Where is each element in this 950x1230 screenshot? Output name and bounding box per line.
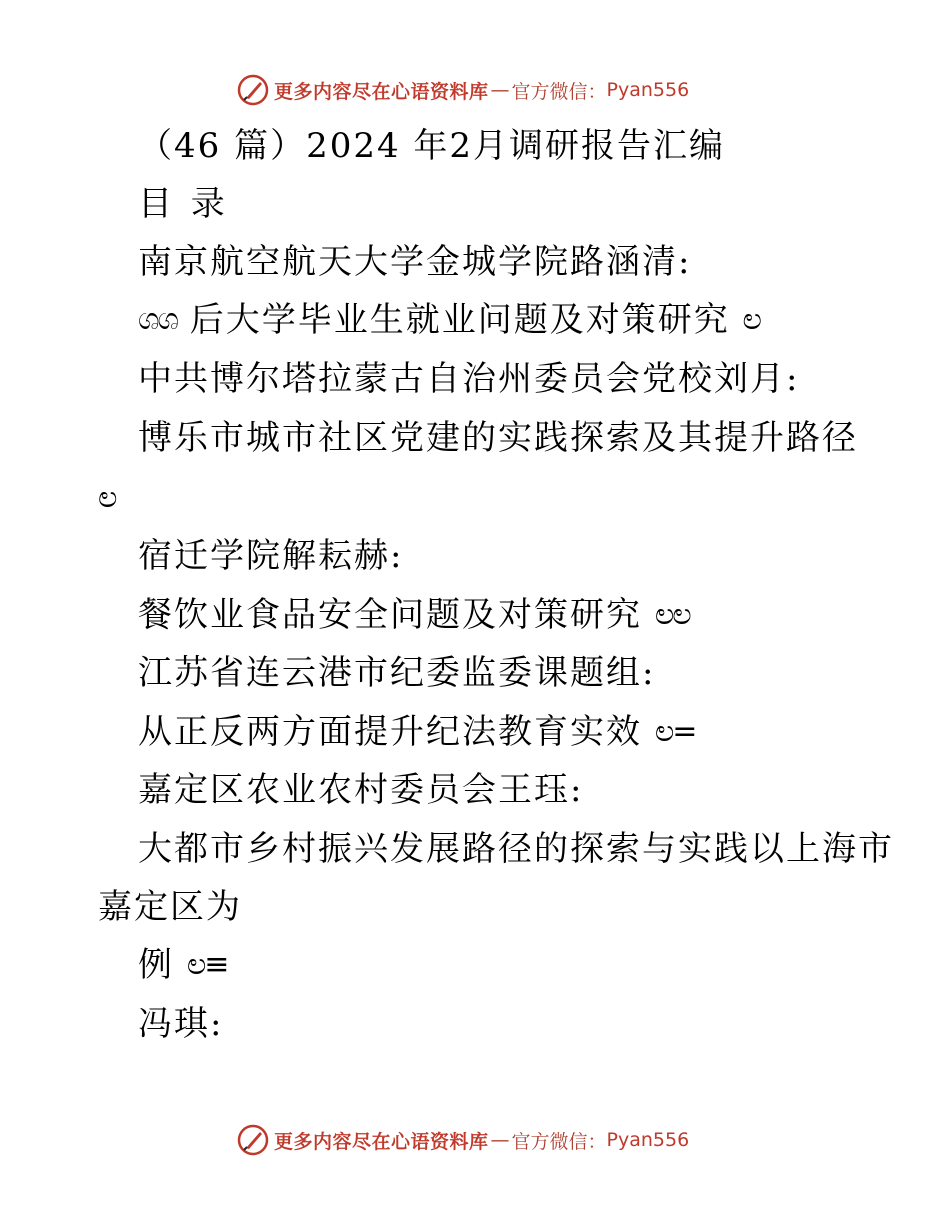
toc-heading: 目 录: [138, 184, 229, 224]
toc-entry-4[interactable]: [138, 712, 695, 752]
banner-separator: —: [490, 1129, 510, 1151]
toc-author-3: 宿迁学院解耘赫:: [138, 536, 404, 576]
toc-author-4: 江苏省连云港市纪委监委课题组:: [138, 653, 656, 693]
banner-brand-text: 更多内容尽在心语资料库: [274, 80, 489, 103]
page-mark: ಲ: [98, 480, 116, 515]
page-mark: ಲ=: [654, 714, 696, 749]
toc-topic-2: 博乐市城市社区党建的实践探索及其提升路径: [138, 418, 858, 458]
footer-banner: [236, 1122, 689, 1158]
banner-wechat-id: Pyan556: [606, 79, 690, 101]
toc-author-5: 嘉定区农业农村委员会王珏:: [138, 770, 584, 810]
page-mark: ಲ: [742, 302, 760, 337]
banner-wechat-id: Pyan556: [606, 1129, 690, 1151]
document-title: （46 篇）2024 年2月调研报告汇编: [138, 126, 726, 166]
quill-logo-icon: [236, 73, 270, 107]
banner-wechat-label: 官方微信：: [511, 1130, 607, 1153]
toc-entry-5-line2: 嘉定区为: [98, 887, 242, 927]
page-mark: ಲಲ: [654, 597, 690, 632]
toc-topic-3: 餐饮业食品安全问题及对策研究: [138, 595, 642, 635]
toc-author-2: 中共博尔塔拉蒙古自治州委员会党校刘月:: [138, 359, 800, 399]
toc-entry-5-line3: [138, 945, 227, 985]
toc-topic-5: 大都市乡村振兴发展路径的探索与实践以上海市: [138, 829, 894, 869]
toc-topic-1: 后大学毕业生就业问题及对策研究: [189, 300, 730, 340]
quill-logo-icon: [236, 1123, 270, 1157]
page-mark: ಲ≡: [186, 947, 228, 982]
toc-topic-4: 从正反两方面提升纪法教育实效: [138, 712, 642, 752]
toc-topic-5-end: 例: [138, 945, 174, 985]
toc-entry-2-mark: [98, 478, 115, 518]
header-banner: [236, 72, 689, 108]
banner-brand-text: 更多内容尽在心语资料库: [274, 1130, 489, 1153]
toc-entry-2[interactable]: [138, 418, 858, 458]
banner-wechat-label: 官方微信：: [511, 80, 607, 103]
toc-author-6: 冯琪:: [138, 1004, 224, 1044]
toc-entry-1[interactable]: [138, 300, 760, 340]
banner-separator: —: [490, 79, 510, 101]
toc-author-1: 南京航空航天大学金城学院路涵清:: [138, 242, 692, 282]
toc-entry-3[interactable]: [138, 595, 690, 635]
toc-entry-5[interactable]: [138, 829, 894, 869]
ornament-icon: ශශ: [138, 302, 177, 337]
